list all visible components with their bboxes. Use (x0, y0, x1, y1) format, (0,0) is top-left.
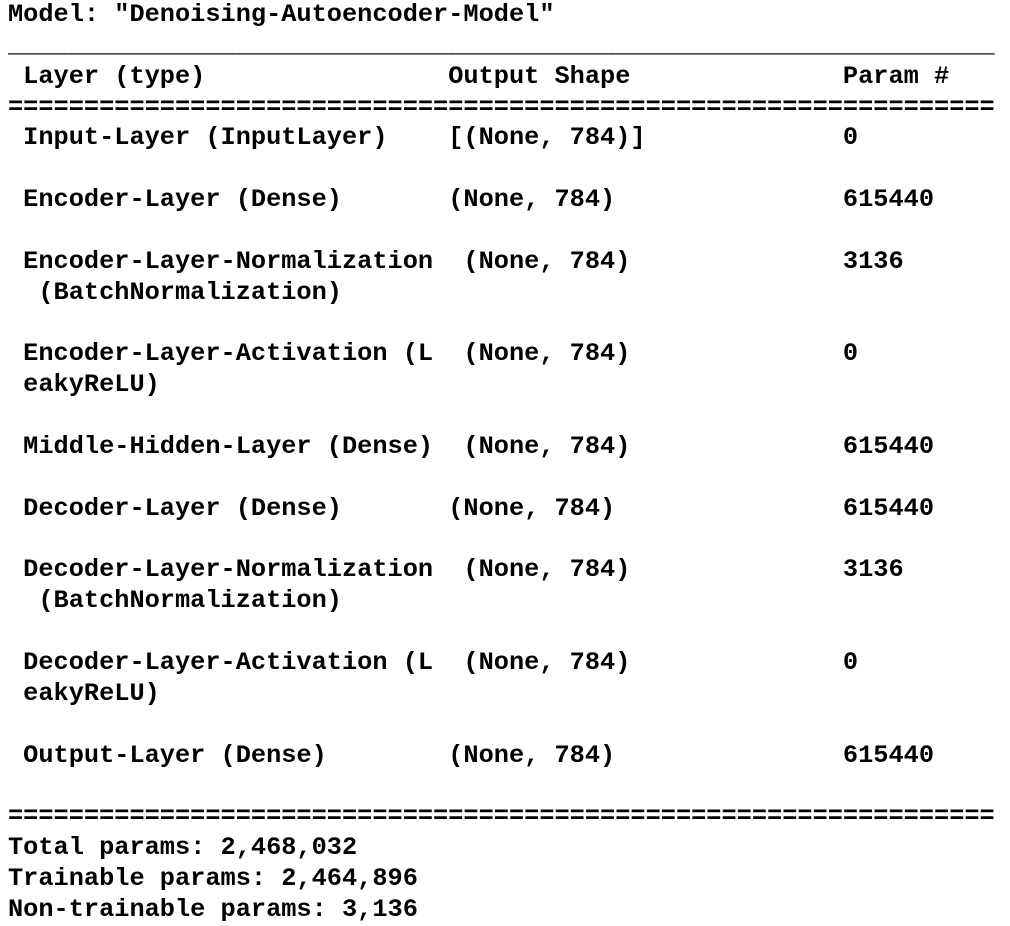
trainable-params: Trainable params: 2,464,896 (8, 864, 418, 894)
layer-row-input-layer: Input-Layer (InputLayer) [(None, 784)] 0 (8, 123, 859, 153)
layer-row-encoder-layer-normalization-continuation: (BatchNormalization) (8, 277, 342, 307)
layer-row-decoder-layer: Decoder-Layer (Dense) (None, 784) 615440 (8, 493, 935, 523)
layer-row-output-layer: Output-Layer (Dense) (None, 784) 615440 (8, 740, 935, 770)
row-spacer (8, 216, 1010, 247)
row-spacer (8, 617, 1010, 648)
row-spacer (8, 463, 1010, 494)
row-spacer (8, 309, 1010, 340)
layer-row-encoder-layer-activation-continuation: eakyReLU) (8, 370, 160, 400)
layer-rows (8, 123, 1010, 802)
table-header: Layer (type) Output Shape Param # (8, 61, 950, 91)
layer-row-decoder-layer-activation-continuation: eakyReLU) (8, 678, 160, 708)
layer-row-decoder-layer-normalization: Decoder-Layer-Normalization (None, 784) 3136 (8, 555, 904, 585)
row-spacer (8, 401, 1010, 432)
total-params: Total params: 2,468,032 (8, 833, 358, 863)
row-spacer (8, 525, 1010, 556)
non-trainable-params: Non-trainable params: 3,136 (8, 894, 418, 924)
separator-top: _________________________________________________________________ (8, 30, 995, 60)
row-spacer (8, 154, 1010, 185)
layer-row-encoder-layer: Encoder-Layer (Dense) (None, 784) 615440 (8, 185, 935, 215)
separator-header: ================================================================= (8, 92, 995, 122)
row-spacer (8, 771, 1010, 802)
layer-row-decoder-layer-activation: Decoder-Layer-Activation (L (None, 784) 0 (8, 648, 859, 678)
model-title: Model: "Denoising-Autoencoder-Model" (8, 0, 555, 29)
separator-bottom: ================================================================= (8, 802, 995, 832)
layer-row-middle-hidden-layer: Middle-Hidden-Layer (Dense) (None, 784) 615440 (8, 432, 935, 462)
layer-row-encoder-layer-normalization: Encoder-Layer-Normalization (None, 784) 3136 (8, 246, 904, 276)
row-spacer (8, 710, 1010, 741)
layer-row-encoder-layer-activation: Encoder-Layer-Activation (L (None, 784) 0 (8, 339, 859, 369)
layer-row-decoder-layer-normalization-continuation: (BatchNormalization) (8, 586, 342, 616)
